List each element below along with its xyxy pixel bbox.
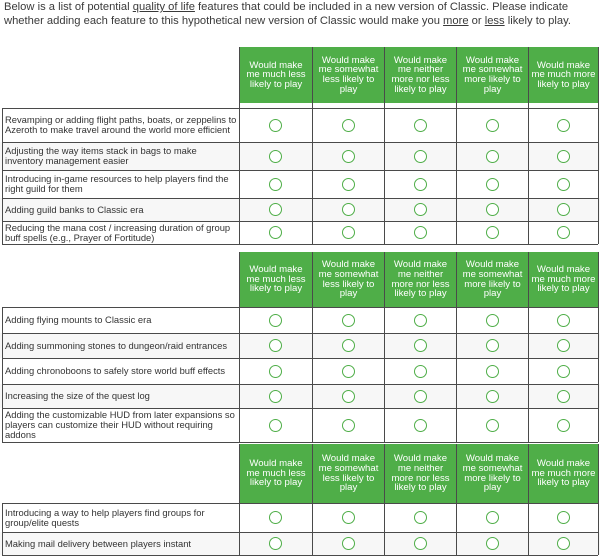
- likert-radio-button[interactable]: [557, 203, 570, 216]
- likert-radio-button[interactable]: [557, 226, 570, 239]
- row-divider: [2, 555, 598, 556]
- grid-line: [312, 47, 313, 244]
- column-header: Would make me somewhat more likely to play: [457, 444, 528, 503]
- likert-radio-button[interactable]: [269, 203, 282, 216]
- likert-radio-button[interactable]: [414, 390, 427, 403]
- likert-radio-button[interactable]: [414, 419, 427, 432]
- grid-line: [2, 358, 3, 384]
- likert-radio-button[interactable]: [269, 511, 282, 524]
- likert-radio-button[interactable]: [342, 119, 355, 132]
- grid-line: [2, 108, 3, 142]
- row-divider: [2, 244, 598, 245]
- likert-radio-button[interactable]: [414, 203, 427, 216]
- likert-radio-button[interactable]: [486, 226, 499, 239]
- grid-line: [384, 47, 385, 244]
- likert-radio-button[interactable]: [269, 365, 282, 378]
- grid-line: [456, 444, 457, 555]
- likert-radio-button[interactable]: [269, 390, 282, 403]
- likert-radio-button[interactable]: [342, 314, 355, 327]
- column-header: Would make me much more likely to play: [529, 252, 598, 307]
- likert-radio-button[interactable]: [342, 365, 355, 378]
- column-header: Would make me somewhat less likely to play: [313, 47, 384, 103]
- likert-radio-button[interactable]: [342, 419, 355, 432]
- likert-radio-button[interactable]: [557, 537, 570, 550]
- grid-line: [528, 47, 529, 244]
- likert-radio-button[interactable]: [557, 339, 570, 352]
- question-label: Adding chronoboons to safely store world buff effects: [5, 365, 226, 377]
- grid-line: [598, 47, 599, 244]
- column-header: Would make me much more likely to play: [529, 47, 598, 103]
- question-label: Adjusting the way items stack in bags to make inventory management easier: [5, 145, 197, 166]
- likert-radio-button[interactable]: [557, 511, 570, 524]
- grid-line: [2, 333, 3, 358]
- question-label: Adding flying mounts to Classic era: [5, 314, 152, 326]
- intro-text-3: or: [468, 15, 485, 27]
- likert-radio-button[interactable]: [486, 119, 499, 132]
- likert-radio-button[interactable]: [486, 511, 499, 524]
- intro-text-4: likely to play.: [504, 15, 571, 27]
- likert-radio-button[interactable]: [414, 511, 427, 524]
- likert-radio-button[interactable]: [342, 178, 355, 191]
- column-header: Would make me much less likely to play: [240, 47, 312, 103]
- column-header: Would make me neither more nor less likely to play: [385, 252, 456, 307]
- likert-radio-button[interactable]: [342, 511, 355, 524]
- column-header: Would make me somewhat more likely to play: [457, 47, 528, 103]
- likert-radio-button[interactable]: [486, 314, 499, 327]
- likert-radio-button[interactable]: [269, 314, 282, 327]
- intro-text-2: features that could be included in a new version of Classic. Please indicate whether adding each feature to this hypothetical new version of Classic would make you: [4, 1, 569, 27]
- likert-radio-button[interactable]: [414, 226, 427, 239]
- question-label: Making mail delivery between players instant: [5, 537, 192, 549]
- grid-line: [2, 198, 3, 221]
- grid-line: [312, 444, 313, 555]
- likert-radio-button[interactable]: [342, 226, 355, 239]
- likert-radio-button[interactable]: [269, 150, 282, 163]
- grid-line: [2, 170, 3, 198]
- grid-line: [239, 252, 240, 442]
- question-label: Increasing the size of the quest log: [5, 390, 150, 402]
- likert-radio-button[interactable]: [342, 390, 355, 403]
- likert-radio-button[interactable]: [414, 537, 427, 550]
- grid-line: [598, 252, 599, 442]
- column-header: Would make me somewhat less likely to play: [313, 444, 384, 503]
- likert-radio-button[interactable]: [486, 537, 499, 550]
- likert-radio-button[interactable]: [414, 365, 427, 378]
- question-label: Adding guild banks to Classic era: [5, 203, 144, 215]
- question-label: Adding summoning stones to dungeon/raid entrances: [5, 339, 228, 351]
- column-header: Would make me neither more nor less likely to play: [385, 47, 456, 103]
- row-divider: [2, 442, 598, 443]
- intro-text-1: Below is a list of potential: [4, 1, 133, 13]
- likert-radio-button[interactable]: [557, 119, 570, 132]
- likert-radio-button[interactable]: [269, 339, 282, 352]
- likert-radio-button[interactable]: [269, 178, 282, 191]
- grid-line: [2, 503, 3, 532]
- grid-line: [2, 307, 3, 333]
- likert-radio-button[interactable]: [486, 203, 499, 216]
- likert-radio-button[interactable]: [414, 339, 427, 352]
- column-header: Would make me somewhat more likely to play: [457, 252, 528, 307]
- likert-radio-button[interactable]: [269, 226, 282, 239]
- likert-radio-button[interactable]: [414, 314, 427, 327]
- likert-radio-button[interactable]: [557, 178, 570, 191]
- grid-line: [384, 444, 385, 555]
- column-header: Would make me much more likely to play: [529, 444, 598, 503]
- likert-radio-button[interactable]: [342, 203, 355, 216]
- likert-radio-button[interactable]: [557, 365, 570, 378]
- likert-radio-button[interactable]: [269, 537, 282, 550]
- less-emphasis: less: [484, 15, 505, 27]
- likert-radio-button[interactable]: [486, 178, 499, 191]
- likert-radio-button[interactable]: [557, 419, 570, 432]
- likert-radio-button[interactable]: [486, 390, 499, 403]
- grid-line: [239, 444, 240, 555]
- question-label: Adding the customizable HUD from later expansions so players can customize their HUD without requiring addons: [5, 409, 235, 440]
- likert-radio-button[interactable]: [414, 178, 427, 191]
- column-header: Would make me neither more nor less likely to play: [385, 444, 456, 503]
- grid-line: [2, 142, 3, 170]
- question-label: Revamping or adding flight paths, boats, or zeppelins to Azeroth to make travel around the world more efficient: [5, 114, 237, 135]
- likert-radio-button[interactable]: [414, 119, 427, 132]
- likert-radio-button[interactable]: [486, 150, 499, 163]
- grid-line: [528, 252, 529, 442]
- grid-line: [2, 532, 3, 555]
- question-label: Reducing the mana cost / increasing duration of group buff spells (e.g., Prayer of Fortitude): [5, 221, 231, 243]
- likert-radio-button[interactable]: [486, 365, 499, 378]
- likert-radio-button[interactable]: [486, 419, 499, 432]
- column-header: Would make me much less likely to play: [240, 252, 312, 307]
- grid-line: [2, 408, 3, 442]
- grid-line: [384, 252, 385, 442]
- quality-of-life-link[interactable]: quality of life: [132, 1, 195, 13]
- grid-line: [528, 444, 529, 555]
- likert-radio-button[interactable]: [486, 339, 499, 352]
- likert-radio-button[interactable]: [557, 390, 570, 403]
- column-header: Would make me somewhat less likely to play: [313, 252, 384, 307]
- question-label: Introducing a way to help players find groups for group/elite quests: [5, 506, 205, 528]
- grid-line: [2, 384, 3, 408]
- likert-radio-button[interactable]: [342, 339, 355, 352]
- grid-line: [239, 47, 240, 244]
- likert-radio-button[interactable]: [269, 419, 282, 432]
- column-header: Would make me much less likely to play: [240, 444, 312, 503]
- likert-radio-button[interactable]: [269, 119, 282, 132]
- question-label: Introducing in-game resources to help players find the right guild for them: [5, 173, 229, 194]
- likert-radio-button[interactable]: [557, 314, 570, 327]
- likert-radio-button[interactable]: [342, 150, 355, 163]
- grid-line: [456, 252, 457, 442]
- likert-radio-button[interactable]: [557, 150, 570, 163]
- grid-line: [598, 444, 599, 555]
- more-emphasis: more: [443, 15, 469, 27]
- grid-line: [312, 252, 313, 442]
- grid-line: [2, 221, 3, 244]
- grid-line: [456, 47, 457, 244]
- likert-radio-button[interactable]: [342, 537, 355, 550]
- likert-radio-button[interactable]: [414, 150, 427, 163]
